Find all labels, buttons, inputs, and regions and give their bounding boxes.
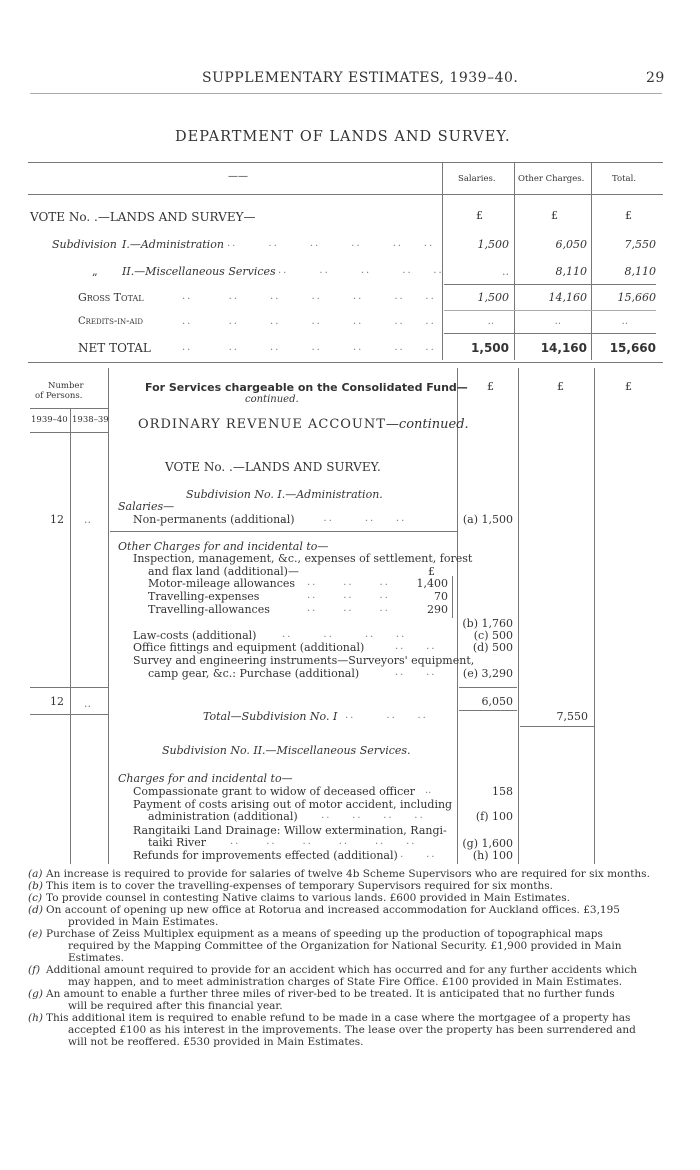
currency-other: £	[551, 209, 558, 222]
footnote-line: Additional amount required to provide for an accident which has occurred and for any further accidents which	[46, 964, 637, 976]
footnote	[28, 892, 668, 904]
charges-heading: Charges for and incidental to—	[118, 772, 293, 785]
summary-gross-label: Gross Total	[78, 291, 144, 304]
travexp-value: 70	[434, 590, 448, 603]
other-charges-heading: Other Charges for and incidental to—	[118, 540, 329, 553]
summary-sub1-label: Subdivision	[52, 238, 117, 251]
footnote-line: may happen, and to meet administration charges of State Fire Office. £100 provided in Main Estimates.	[68, 976, 623, 988]
footnote-mark: (g)	[28, 988, 43, 1000]
services-title: For Services chargeable on the Consolidated Fund—	[145, 381, 468, 394]
nonperm-value: (a) 1,500	[462, 513, 513, 526]
inspection-total: (b) 1,760	[462, 617, 513, 630]
rangitaiki-line2: taiki River	[148, 836, 206, 849]
footnote-mark: (d)	[28, 904, 43, 916]
footnote-line: will not be reoffered. £530 provided in Main Estimates.	[68, 1036, 364, 1048]
summary-sub2-prefix: „	[92, 265, 98, 278]
summary-net-other: 14,160	[540, 341, 587, 355]
survey-line2: camp gear, &c.: Purchase (additional)	[148, 667, 360, 680]
sub2-title: Subdivision No. II.—Miscellaneous Services.	[162, 744, 411, 757]
summary-credits-other: ..	[554, 316, 561, 327]
summary-sub1-other: 6,050	[555, 238, 587, 251]
services-continued: continued.	[245, 394, 299, 405]
account-title: ORDINARY REVENUE ACCOUNT—continued.	[138, 417, 469, 432]
summary-credits-salaries: ..	[487, 316, 494, 327]
footnote-line: accepted £100 as his interest in the improvements. The lease over the property has been surrendered and	[68, 1024, 636, 1036]
summary-credits-total: ..	[621, 316, 628, 327]
grant-label: Compassionate grant to widow of deceased officer	[133, 785, 416, 798]
summary-sub1-salaries: 1,500	[477, 238, 509, 251]
footnote	[28, 880, 668, 892]
travexp-label: Travelling-expenses	[148, 590, 260, 603]
summary-credits-label: Credits-in-aid	[78, 316, 143, 327]
nonperm-label: Non-permanents (additional)	[133, 513, 295, 526]
travallow-value: 290	[427, 603, 448, 616]
persons-year-1938: 1938–39	[72, 415, 109, 425]
footnote	[28, 904, 668, 928]
footnote-line: On account of opening up new office at Rotorua and increased accommodation for Auckland offices. £3,195	[46, 904, 620, 916]
total-prev: ..	[84, 697, 91, 710]
header-rule	[30, 93, 662, 94]
sub1-total-label: Total—Subdivision No. I	[203, 710, 338, 723]
page-number: 29	[646, 70, 665, 86]
col-total-header: Total.	[612, 174, 637, 184]
summary-gross-salaries: 1,500	[477, 291, 509, 304]
inspection-line2: and flax land (additional)—	[148, 565, 299, 578]
motor-value: 1,400	[416, 577, 448, 590]
motor-accident-value: (f) 100	[475, 810, 513, 823]
summary-gross-total: 15,660	[617, 291, 656, 304]
persons-header: of Persons.	[35, 391, 83, 401]
summary-net-total: 15,660	[609, 341, 656, 355]
motor-accident-line1: Payment of costs arising out of motor accident, including	[133, 798, 453, 811]
footnote-mark: (f)	[28, 964, 41, 976]
footnote-line: An increase is required to provide for salaries of twelve 4b Scheme Supervisors who are required for six months.	[46, 868, 650, 880]
rangitaiki-value: (g) 1,600	[462, 837, 513, 850]
col-other-header: Other Charges.	[518, 174, 585, 184]
law-value: (c) 500	[473, 629, 513, 642]
office-value: (d) 500	[472, 641, 513, 654]
footnote	[28, 868, 668, 880]
salaries-heading: Salaries—	[118, 500, 175, 513]
footnote-line: Purchase of Zeiss Multiplex equipment as a means of speeding up the production of topographical maps	[46, 928, 603, 940]
inspection-line1: Inspection, management, &c., expenses of settlement, forest	[133, 552, 473, 565]
col-salaries-header: Salaries.	[458, 174, 496, 184]
footnote-line: An amount to enable a further three miles of river-bed to be treated. It is anticipated that no further funds	[46, 988, 615, 1000]
footnotes	[28, 868, 668, 1048]
footnote-line: will be required after this financial year.	[68, 1000, 283, 1012]
summary-net-salaries: 1,500	[471, 341, 509, 355]
currency-total: £	[625, 209, 632, 222]
total-persons: 12	[50, 695, 64, 708]
footnote-line: To provide counsel in contesting Native claims to various lands. £600 provided in Main Estimates.	[46, 892, 570, 904]
summary-vote-line: VOTE No. .—LANDS AND SURVEY—	[30, 210, 256, 224]
motor-accident-line2: administration (additional)	[148, 810, 298, 823]
survey-value: (e) 3,290	[462, 667, 513, 680]
office-label: Office fittings and equipment (additional)	[133, 641, 365, 654]
law-label: Law-costs (additional)	[133, 629, 257, 642]
summary-sub2-other: 8,110	[555, 265, 587, 278]
sub1-total-value: 7,550	[556, 710, 588, 723]
grant-value: 158	[492, 785, 513, 798]
footnote-line: This item is to cover the travelling-expenses of temporary Supervisors required for six months.	[46, 880, 553, 892]
footnote-mark: (e)	[28, 928, 43, 940]
summary-sub2-total: 8,110	[624, 265, 656, 278]
refunds-label: Refunds for improvements effected (additional)	[133, 849, 398, 862]
running-header-title: SUPPLEMENTARY ESTIMATES, 1939–40.	[202, 70, 519, 86]
nonperm-persons: 12	[50, 513, 64, 526]
footnote-mark: (b)	[28, 880, 43, 892]
summary-sub2-salaries: ..	[502, 265, 509, 278]
rangitaiki-line1: Rangitaiki Land Drainage: Willow extermination, Rangi-	[133, 824, 447, 837]
survey-line1: Survey and engineering instruments—Surveyors' equipment,	[133, 654, 475, 667]
currency-salaries: £	[476, 209, 483, 222]
summary-sub2-roman: II.—Miscellaneous Services	[122, 265, 276, 278]
vote-title: VOTE No. .—LANDS AND SURVEY.	[165, 460, 381, 474]
footnote-line: Estimates.	[68, 952, 125, 964]
summary-dash: ——	[228, 171, 248, 182]
footnote	[28, 1012, 668, 1048]
footnote	[28, 988, 668, 1012]
sub1-title: Subdivision No. I.—Administration.	[186, 488, 383, 501]
footnote	[28, 964, 668, 988]
footnote	[28, 928, 668, 964]
summary-sub1-total: 7,550	[624, 238, 656, 251]
persons-year-1939: 1939–40	[31, 415, 68, 425]
footnote-mark: (c)	[28, 892, 43, 904]
summary-sub1-roman: I.—Administration	[122, 238, 224, 251]
footnote-line: This additional item is required to enable refund to be made in a case where the mortgagee of a property has	[46, 1012, 631, 1024]
refunds-value: (h) 100	[472, 849, 513, 862]
travallow-label: Travelling-allowances	[148, 603, 270, 616]
nonperm-prev: ..	[84, 513, 91, 526]
summary-net-label: NET TOTAL	[78, 341, 151, 355]
other-charges-total: 6,050	[481, 695, 513, 708]
document-page: SUPPLEMENTARY ESTIMATES, 1939–40. 29 DEPARTMENT OF LANDS AND SURVEY. —— Salaries. Other Charges. Total. VOTE No. .—LANDS AND SURVEY— £ £ £ Subdivision I.—Administration .. .. .. .. .. .. 1,500 6,050 7,550 „ II.—Miscellaneous Services .. .. .. .. .. .. 8,110 8,110 Gross Total .. .. .. .. .. .. .. 1,500 14,160 15,660 Credits-in-aid .. .. .. .. .. .. .. .. .. .. NET TOTAL .. .. .. .. .. .. .. 1,500 14,160 15,660 Number of Persons. 1939–40 1938–39 For Services chargeable on the Consolidated Fund— continued. £ £ £ ORDINARY REVENUE ACCOUNT—continued. VOTE No. .—LANDS AND SURVEY. Subdivision No. I.—Administration. Salaries— 12 .. Non-permanents (additional) .. .. .. .. (a) 1,500 Other Charges for and incidental to— Inspection, management, &c., expenses of settlement, forest and flax land (additional)— £ Motor-mileage allowances .. .. .. 1,400 Travelling-expenses .. .. .. 70 Travelling-allowances .. .. .. 290 (b) 1,760 Law-costs (additional) .. .. .. .. (c) 500 Office fittings and equipment (additional) .. .. (d) 500 Survey and engineering instruments—Surveyors' equipment, camp gear, &c.: Purchase (additional) .. .. (e) 3,290 12 .. 6,050 Total—Subdivision No. I .. .. .. 7,550 Subdivision No. II.—Miscellaneous Services. Charges for and incidental to— Compassionate grant to widow of deceased officer .. 158 Payment of costs arising out of motor accident, including administration (additional) .. .. .. .. .. (f) 100 Rangitaiki Land Drainage: Willow extermination, Rangi- taiki River .. .. .. .. .. .. (g) 1,600 Refunds for improvements effected (additional) .. .. (h) 100 (a) An increase is required to provide for salaries of twelve 4b Scheme Supervisors who are required for six months. (b) This item is to cover the travelling-expenses of temporary Supervisors required for six months. (c) To provide counsel in contesting Native claims to various lands. £600 provided in Main Estimates. (d) On account of opening up new office at Rotorua and increased accommodation for Auckland offices. £3,195 provided in Main Estimates. (e) Purchase of Zeiss Multiplex equipment as a means of speeding up the production of topographical maps required by the Mapping Committee of the Organization for National Security. £1,900 provided in Main Estimates. (f) Additional amount required to provide for an accident which has occurred and for any further accidents which may happen, and to meet administration charges of State Fire Office. £100 provided in Main Estimates. (g) An amount to enable a further three miles of river-bed to be treated. It is anticipated that no further funds will be required after this financial year. (h) This additional item is required to enable refund to be made in a case where the mortgagee of a property has accepted £100 as his interest in the improvements. The lease over the property has been surrendered and will not be reoffered. £530 provided in Main Estimates.	[0, 0, 700, 1170]
footnote-mark: (h)	[28, 1012, 43, 1024]
footnote-line: required by the Mapping Committee of the Organization for National Security. £1,900 provided in Main	[68, 940, 622, 952]
footnote-mark: (a)	[28, 868, 43, 880]
department-title: DEPARTMENT OF LANDS AND SURVEY.	[175, 129, 511, 145]
inner-currency: £	[428, 565, 435, 578]
summary-gross-other: 14,160	[548, 291, 587, 304]
motor-label: Motor-mileage allowances	[148, 577, 296, 590]
footnote-line: provided in Main Estimates.	[68, 916, 219, 928]
